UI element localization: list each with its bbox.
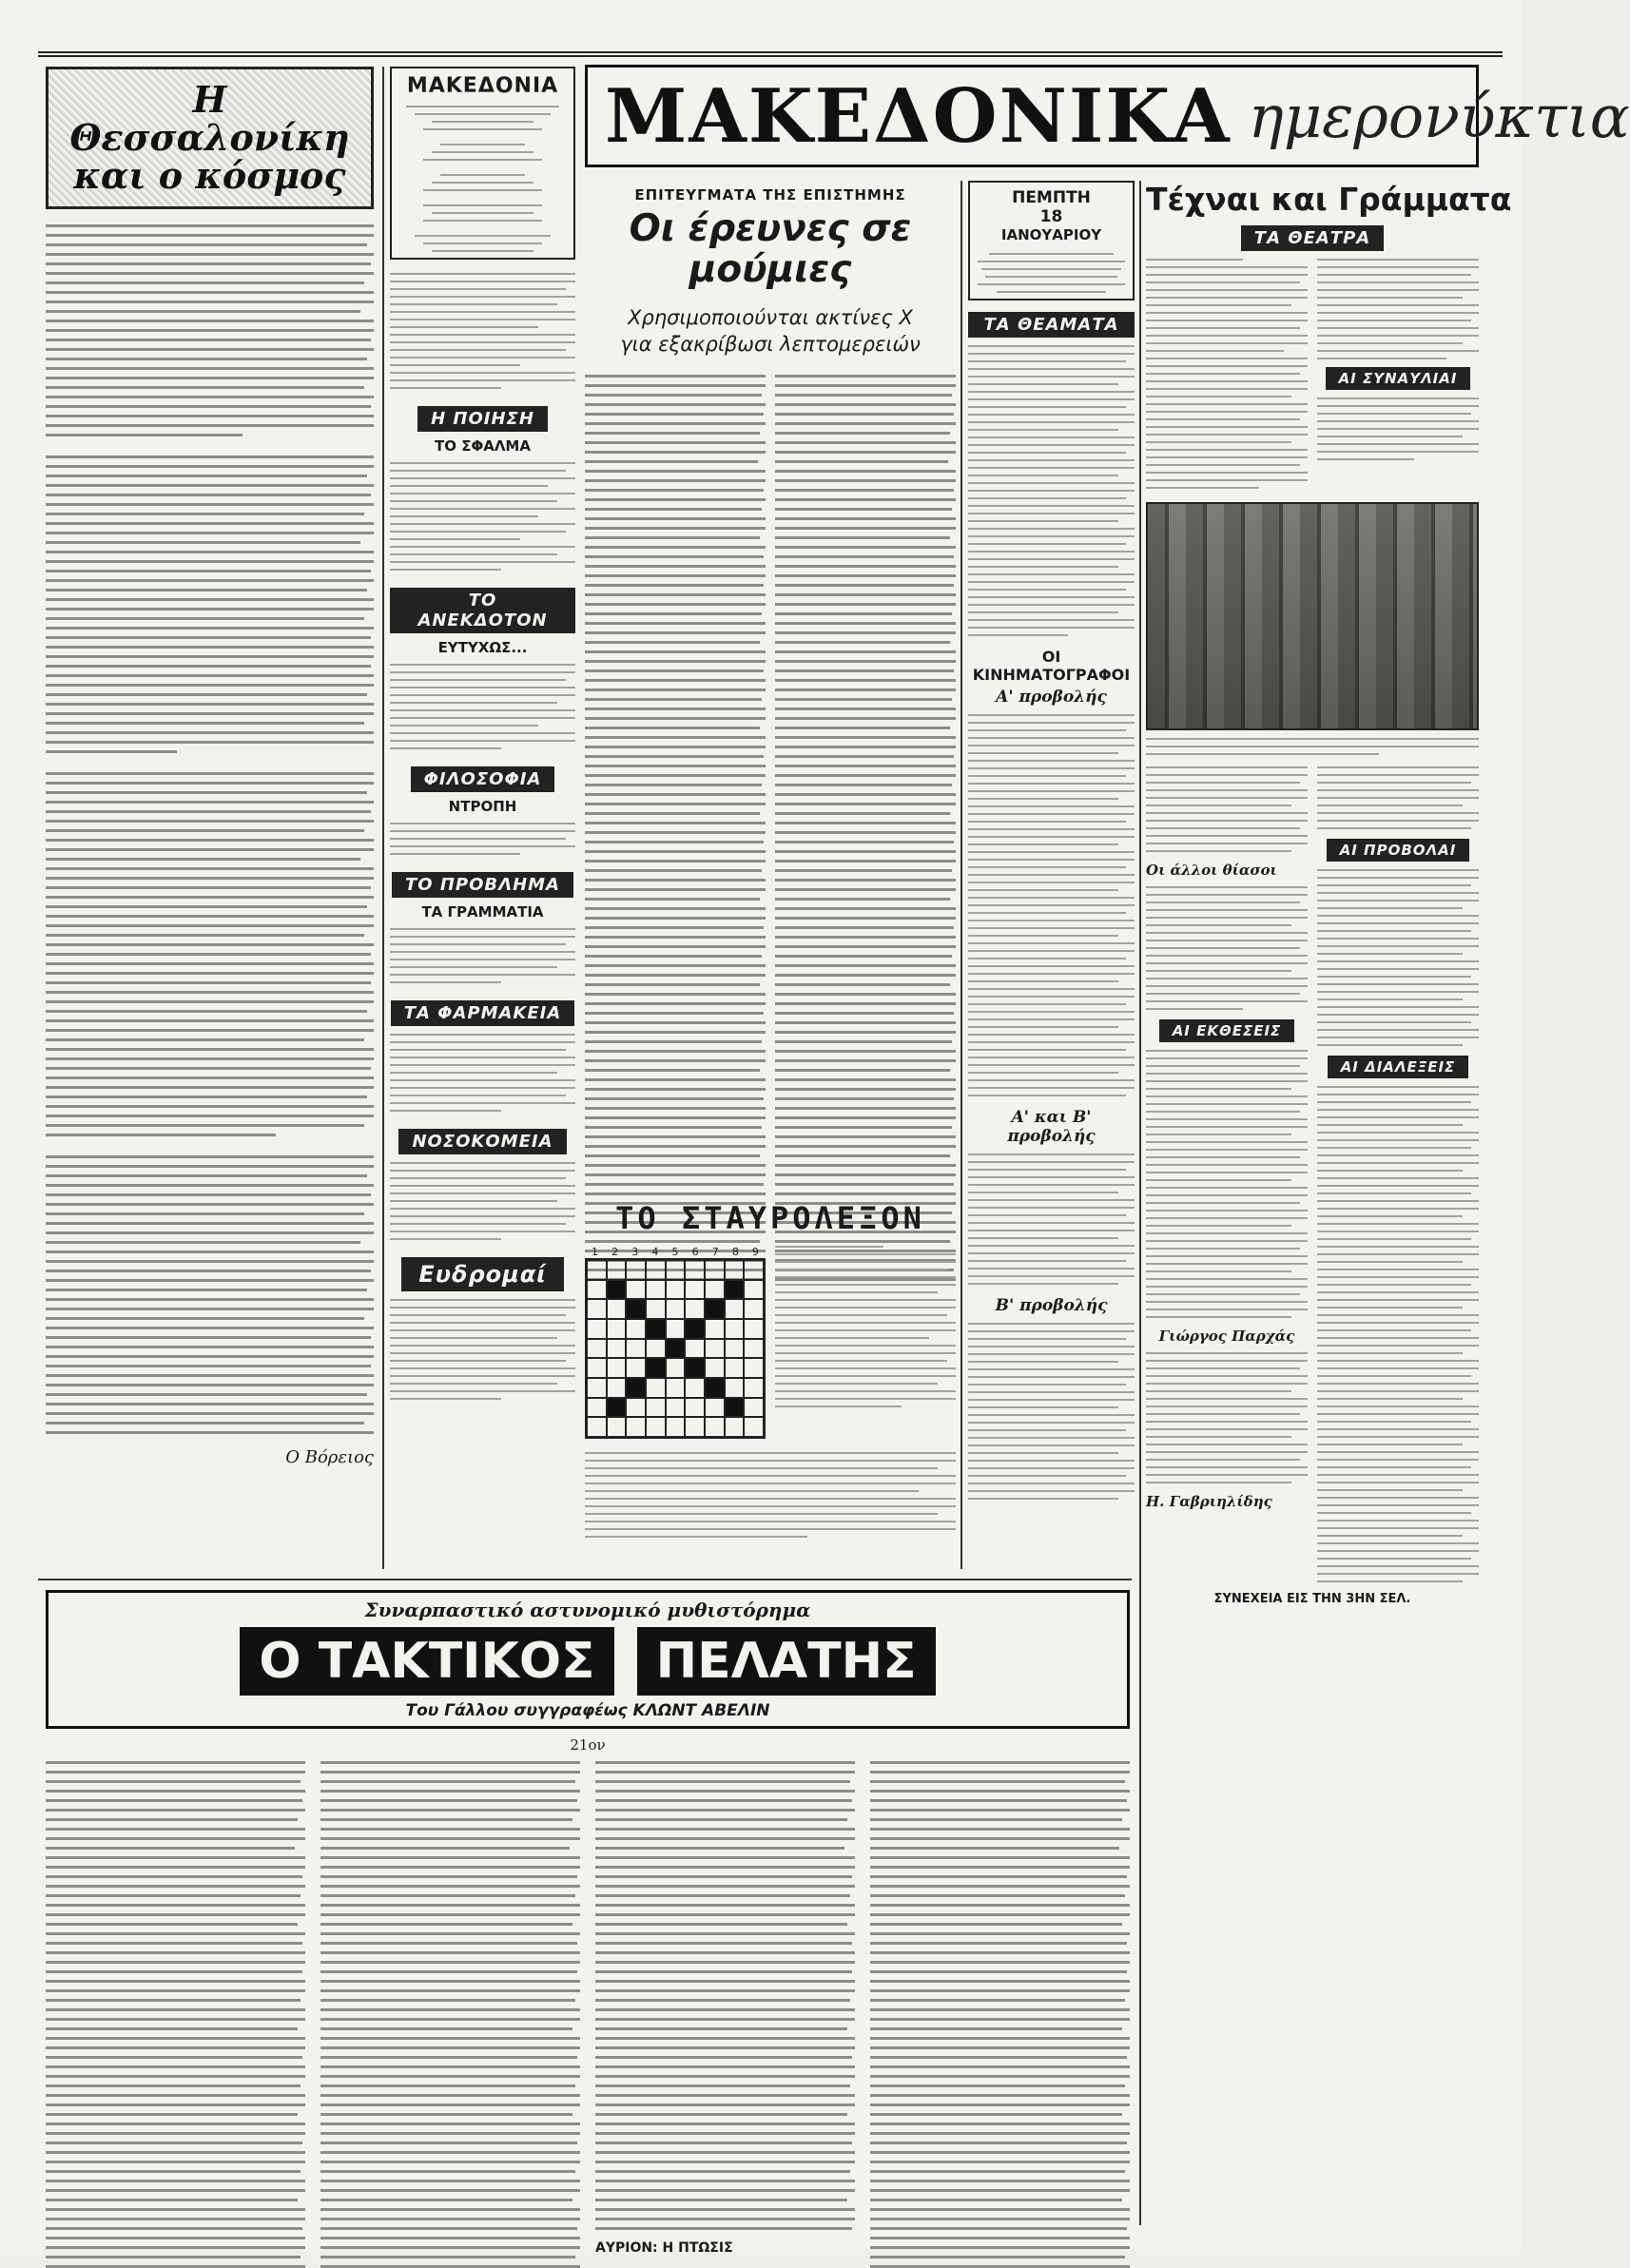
divider-3 (961, 181, 962, 1569)
poetry-body (390, 462, 575, 571)
left-article-body-4 (46, 1155, 374, 1434)
science-subheadline (585, 304, 956, 359)
left-signature: Ο Βόρειος (285, 1446, 374, 1467)
hospitals-body (390, 1162, 575, 1240)
date-day: 18 (1039, 207, 1063, 226)
science-column (585, 186, 956, 1194)
theatres-section-label: ΤΑ ΘΕΑΜΑΤΑ (968, 312, 1135, 338)
crossword-num: 8 (731, 1246, 739, 1258)
date-box (968, 181, 1135, 300)
serial-author: Του Γάλλου συγγραφέως ΚΛΩΝΤ ΑΒΕΛΙΝ (405, 1701, 770, 1720)
arts-screenings-label: ΑΙ ΠΡΟΒΟΛΑΙ (1327, 839, 1470, 862)
crossword-title: ΤΟ ΣΤΑΥΡΟΛΕΞΟΝ (615, 1200, 925, 1236)
arts-theatre-label: ΤΑ ΘΕΑΤΡΑ (1241, 225, 1384, 251)
crossword-num: 9 (751, 1246, 759, 1258)
science-sub-line1: Χρησιμοποιούνται ακτίνες Χ (628, 305, 913, 329)
masthead (585, 65, 1630, 167)
continued-note: ΣΥΝΕΧΕΙΑ ΕΙΣ ΤΗΝ 3ΗΝ ΣΕΛ. (1213, 1592, 1411, 1606)
theatre-listings (968, 345, 1135, 636)
serial-banner (46, 1590, 1130, 1729)
masthead-title: ΜΑΚΕΔΟΝΙΚΑ (605, 72, 1232, 160)
cinemas-first-second-run: Α' και Β' προβολής (1007, 1108, 1096, 1146)
crossword-solution (585, 1452, 956, 1538)
left-column-title (46, 67, 374, 209)
crossword-clues (775, 1246, 956, 1439)
theatre-photo (1146, 502, 1479, 730)
divider-bottom (38, 1579, 1132, 1580)
gavrielidis-signature: Η. Γαβριηλίδης (1146, 1493, 1272, 1510)
top-border (38, 51, 1503, 57)
crossword-num: 6 (691, 1246, 699, 1258)
pargas-signature: Γιώργος Παρχάς (1158, 1328, 1295, 1345)
crossword-num: 5 (671, 1246, 679, 1258)
serial-episode: 21ον (570, 1736, 606, 1754)
hospitals-section-label: ΝΟΣΟΚΟΜΕΙΑ (398, 1129, 566, 1154)
cinemas-title: ΟΙ ΚΙΝΗΜΑΤΟΓΡΑΦΟΙ (972, 648, 1131, 684)
serial-next: ΑΥΡΙΟΝ: Η ΠΤΩΣΙΣ (595, 2240, 733, 2256)
date-month: ΙΑΝΟΥΑΡΙΟΥ (1000, 226, 1102, 243)
left-title-line2: και ο κόσμος (73, 153, 346, 197)
date-weekday: ΠΕΜΠΤΗ (1012, 188, 1091, 207)
cinema-listings-b (968, 1153, 1135, 1285)
arts-lectures-label: ΑΙ ΔΙΑΛΕΞΕΙΣ (1328, 1056, 1469, 1078)
crossword-section (585, 1200, 956, 1569)
arts-column (1146, 181, 1512, 2225)
crossword-num: 1 (592, 1246, 599, 1258)
poetry-title: ΤΟ ΣΦΑΛΜΑ (435, 437, 531, 455)
other-troupes-heading: Οι άλλοι θίασοι (1146, 862, 1277, 879)
crossword-column-numbers (585, 1246, 766, 1258)
arts-meetings-label: ΑΙ ΣΥΝΑΥΛΙΑΙ (1326, 367, 1471, 390)
crossword-grid (585, 1258, 766, 1439)
divider-1 (382, 67, 384, 1569)
anecdote-title: ΕΥΤΥΧΩΣ... (437, 639, 528, 656)
left-article-body-2 (46, 456, 374, 753)
cinema-listings-a (968, 714, 1135, 1096)
anecdote-section-label: ΤΟ ΑΝΕΚΔΟΤΟΝ (390, 588, 575, 633)
arts-headline: Τέχναι και Γράμματα (1146, 181, 1512, 218)
listings-column (968, 181, 1135, 1569)
second-column (390, 67, 575, 1569)
serial-title-b: ΠΕΛΑΤΗΣ (637, 1627, 936, 1696)
problem-body (390, 928, 575, 983)
wanted-section-label: Ευδρομαί (401, 1257, 563, 1291)
wanted-body (390, 1299, 575, 1400)
address-info (390, 273, 575, 389)
crossword-num: 7 (711, 1246, 719, 1258)
left-title-line1: Η Θεσσαλονίκη (69, 78, 350, 159)
problem-section-label: ΤΟ ΠΡΟΒΛΗΜΑ (392, 872, 573, 898)
science-headline: Οι έρευνες σε μούμιες (629, 207, 912, 291)
cinemas-second-run: Β' προβολής (995, 1296, 1108, 1315)
crossword-num: 3 (631, 1246, 639, 1258)
philosophy-body (390, 823, 575, 855)
problem-title: ΤΑ ΓΡΑΜΜΑΤΙΑ (421, 903, 544, 921)
anecdote-body (390, 664, 575, 749)
philosophy-section-label: ΦΙΛΟΣΟΦΙΑ (411, 766, 555, 792)
science-body (585, 375, 956, 1281)
science-sub-line2: για εξακρίβωσι λεπτομερειών (620, 333, 921, 357)
crossword-num: 4 (651, 1246, 659, 1258)
photo-caption (1146, 738, 1479, 755)
pharmacies-section-label: ΤΑ ΦΑΡΜΑΚΕΙΑ (391, 1000, 575, 1026)
masthead-subtitle: ημερονύκτια (1248, 81, 1630, 151)
serial-body (46, 1761, 1130, 2268)
serial-kicker: Συναρπαστικό αστυνομικό μυθιστόρημα (364, 1599, 811, 1621)
science-kicker: ΕΠΙΤΕΥΓΜΑΤΑ ΤΗΣ ΕΠΙΣΤΗΜΗΣ (634, 186, 906, 204)
paper-info-box (390, 67, 575, 260)
left-article-body-3 (46, 772, 374, 1136)
paper-logo: ΜΑΚΕΔΟΝΙΑ (406, 74, 559, 98)
cinema-listings-c (968, 1323, 1135, 1500)
arts-exhibitions-label: ΑΙ ΕΚΘΕΣΕΙΣ (1159, 1019, 1295, 1042)
crossword-num: 2 (611, 1246, 619, 1258)
divider-4 (1139, 181, 1141, 2225)
serial-section (46, 1590, 1130, 2256)
philosophy-title: ΝΤΡΟΠΗ (448, 798, 517, 815)
cinemas-first-run: Α' προβολής (996, 688, 1107, 707)
serial-title-a: Ο ΤΑΚΤΙΚΟΣ (240, 1627, 613, 1696)
left-column (46, 67, 374, 1569)
pharmacies-body (390, 1034, 575, 1112)
left-article-body (46, 224, 374, 436)
poetry-section-label: Η ΠΟΙΗΣΗ (417, 406, 548, 432)
